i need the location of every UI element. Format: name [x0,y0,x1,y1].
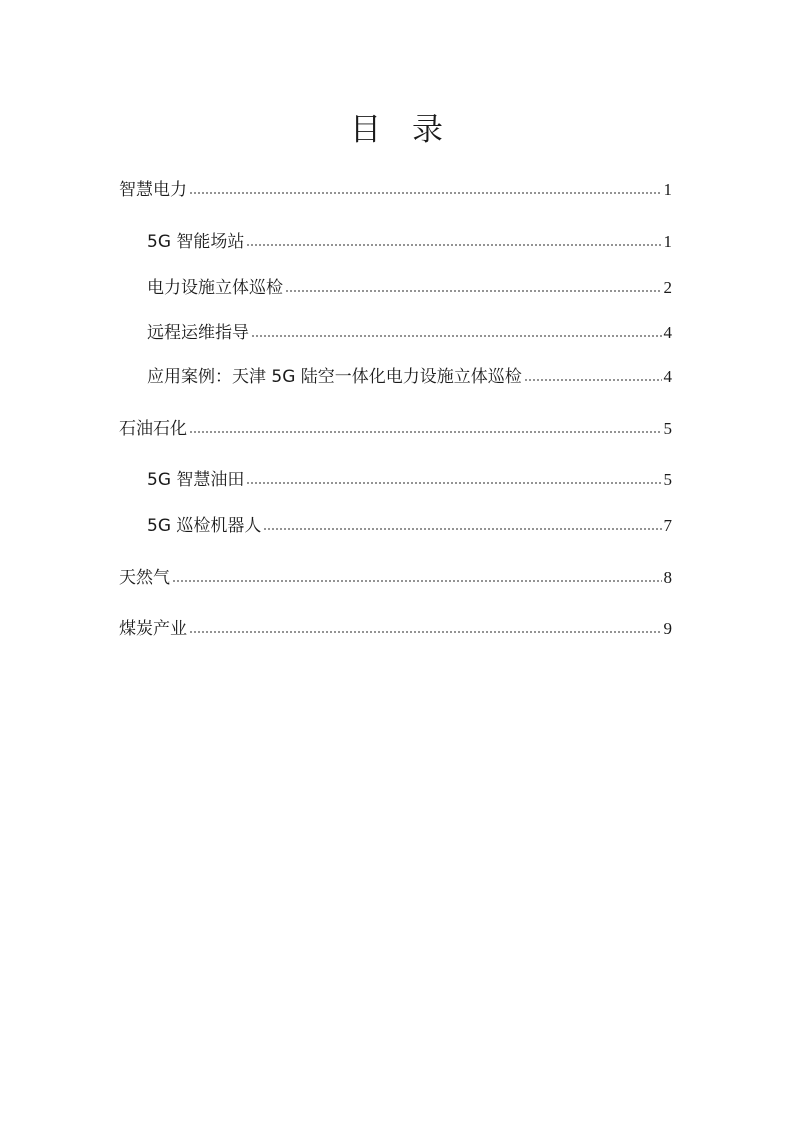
toc-entry-label: 5G 智慧油田 [147,470,245,490]
toc-page-number: 4 [663,323,672,342]
dot-leader [246,480,661,486]
toc-entry-tianjin-case[interactable] [147,365,672,389]
toc-entry-label: 应用案例：天津 5G 陆空一体化电力设施立体巡检 [147,367,522,387]
toc-page-number: 2 [663,278,672,297]
dot-leader [189,629,662,635]
toc-entry-label: 远程运维指导 [147,323,249,343]
toc-entry-label: 煤炭产业 [119,619,187,639]
toc-entry-coal-industry[interactable] [119,617,672,641]
toc-page-number: 1 [663,180,672,199]
dot-leader [172,578,662,584]
toc-title: 目 录 [350,112,443,148]
toc-page-number: 7 [663,516,672,535]
toc-entry-5g-inspection-robot[interactable] [147,514,672,538]
toc-entry-label: 天然气 [119,568,170,588]
toc-entry-5g-smart-oilfield[interactable] [147,468,672,492]
dot-leader [524,377,662,383]
toc-entry-label: 5G 智能场站 [147,232,245,252]
dot-leader [263,526,661,532]
dot-leader [189,190,662,196]
toc-page-number: 1 [663,232,672,251]
toc-entry-remote-ops-guidance[interactable] [147,321,672,345]
toc-entry-5g-smart-station[interactable] [147,230,672,254]
dot-leader [189,429,662,435]
toc-page-number: 9 [663,619,672,638]
toc-entry-label: 5G 巡检机器人 [147,516,262,536]
toc-entry-label: 石油石化 [119,419,187,439]
toc-entry-petrochemical[interactable] [119,417,672,441]
toc-entry-power-facility-inspection[interactable] [147,276,672,300]
toc-entry-smart-power[interactable] [119,178,672,202]
dot-leader [285,288,662,294]
toc-entry-label: 智慧电力 [119,180,187,200]
toc-page-number: 4 [663,367,672,386]
toc-page-number: 8 [663,568,672,587]
toc-entry-label: 电力设施立体巡检 [147,278,283,298]
dot-leader [246,242,661,248]
toc-page-number: 5 [663,419,672,438]
dot-leader [251,333,662,339]
toc-entry-natural-gas[interactable] [119,566,672,590]
toc-page-number: 5 [663,470,672,489]
